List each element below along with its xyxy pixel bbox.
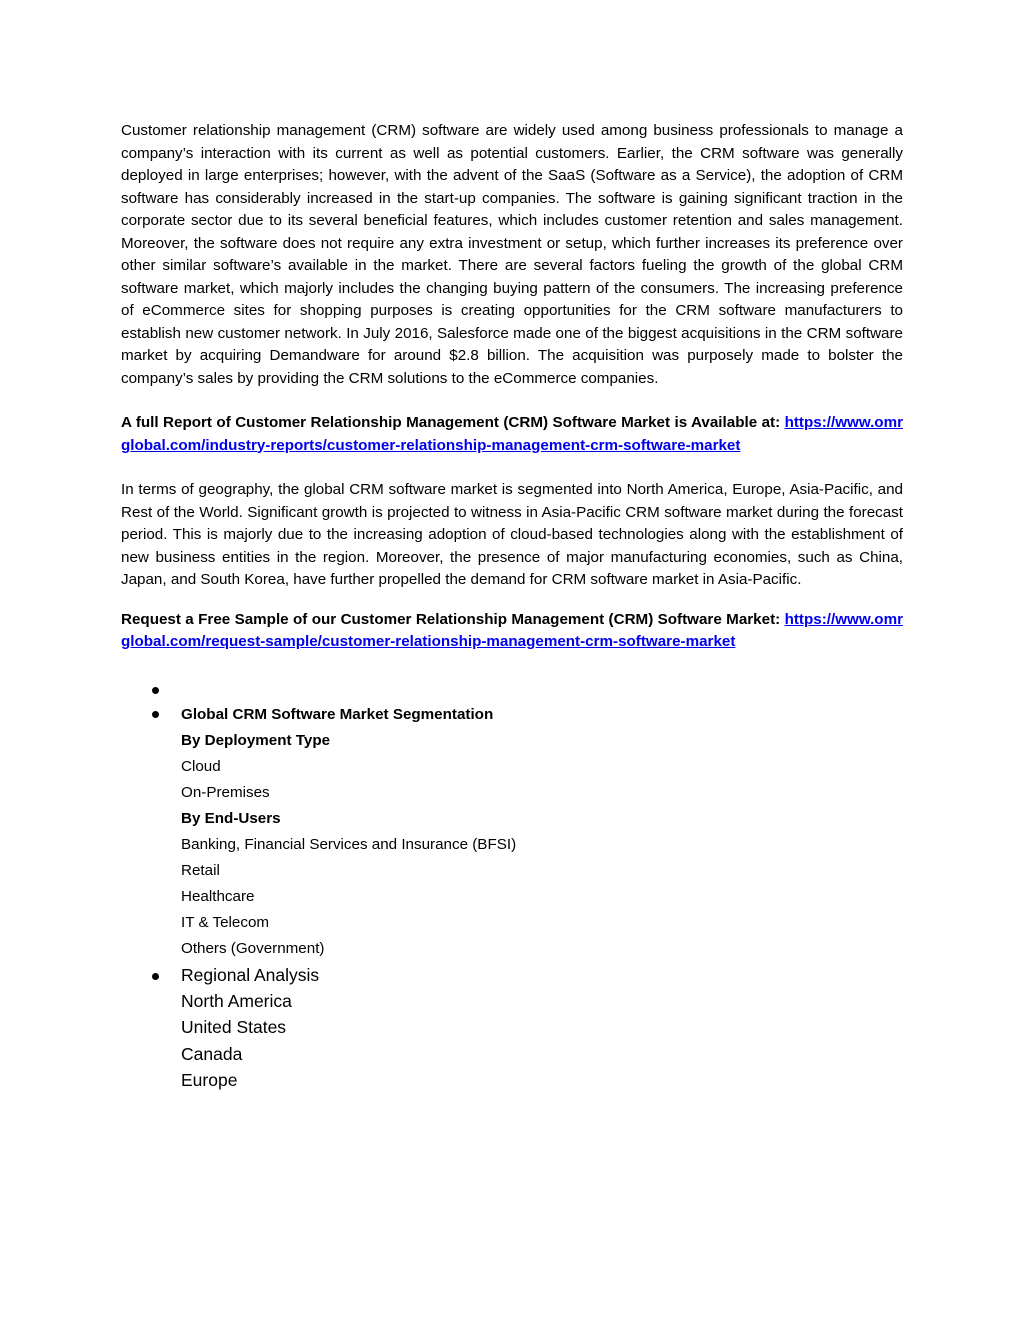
bullet-icon	[152, 687, 159, 694]
end-users-heading: By End-Users	[181, 809, 281, 827]
region-item: United States	[181, 1017, 287, 1038]
full-report-callout	[121, 412, 903, 457]
sample-request-label: Request a Free Sample of our Customer Relationship Management (CRM) Software Market:	[121, 610, 781, 628]
segmentation-heading: Global CRM Software Market Segmentation	[181, 705, 494, 723]
segmentation-bullet	[121, 702, 903, 962]
region-item: Europe	[181, 1070, 238, 1091]
region-item: North America	[181, 990, 292, 1011]
regional-bullet	[121, 962, 903, 1094]
deployment-item: Cloud	[181, 757, 221, 775]
sample-request-link[interactable]: https://www.omrglobal.com/request-sample/customer-relationship-management-crm-software-market	[121, 610, 903, 650]
end-user-item: Others (Government)	[181, 939, 325, 957]
end-user-item: Healthcare	[181, 887, 255, 905]
sample-request-callout	[121, 609, 903, 654]
regional-heading: Regional Analysis	[181, 964, 320, 985]
segmentation-list	[121, 676, 903, 1094]
end-user-item: Banking, Financial Services and Insurance (BFSI)	[181, 835, 517, 853]
geography-paragraph: In terms of geography, the global CRM software market is segmented into North America, Europe, Asia-Pacific, and Rest of the World. Significant growth is projected to witness in Asia-Pacific CRM software market during the forecast period. This is majorly due to the increasing adoption of cloud-based technologies along with the establishment of new business entities in the region. Moreover, the presence of major manufacturing economies, such as China, Japan, and South Korea, have further propelled the demand for CRM software market in Asia-Pacific.	[121, 481, 903, 588]
region-item: Canada	[181, 1043, 243, 1064]
full-report-link[interactable]: https://www.omrglobal.com/industry-reports/customer-relationship-management-crm-software-market	[121, 414, 903, 454]
document-page	[121, 120, 903, 1094]
full-report-label: A full Report of Customer Relationship Management (CRM) Software Market is Available at:	[121, 414, 781, 431]
intro-paragraph: Customer relationship management (CRM) software are widely used among business professionals to manage a company’s interaction with its current as well as potential customers. Earlier, the CRM software was generally deployed in large enterprises; however, with the advent of the SaaS (Software as a Service), the adoption of CRM software has considerably increased in the start-up companies. The software is gaining significant traction in the corporate sector due to its several beneficial features, which includes customer retention and sales management. Moreover, the software does not require any extra investment or setup, which further increases its preference over other similar software’s available in the market. There are several factors fueling the growth of the global CRM software market, which majorly includes the changing buying pattern of the consumers. The increasing preference of eCommerce sites for shopping purposes is creating opportunities for the CRM software manufacturers to establish new customer network. In July 2016, Salesforce made one of the biggest acquisitions in the CRM software market by acquiring Demandware for around $2.8 billion. The acquisition was purposely made to bolster the company’s sales by providing the CRM solutions to the eCommerce companies.	[121, 122, 903, 387]
end-user-item: IT & Telecom	[181, 913, 270, 931]
deployment-item: On-Premises	[181, 783, 270, 801]
deployment-type-heading: By Deployment Type	[181, 731, 331, 749]
empty-bullet-item	[121, 676, 903, 702]
bullet-icon	[152, 973, 159, 980]
end-user-item: Retail	[181, 861, 220, 879]
bullet-icon	[152, 711, 159, 718]
